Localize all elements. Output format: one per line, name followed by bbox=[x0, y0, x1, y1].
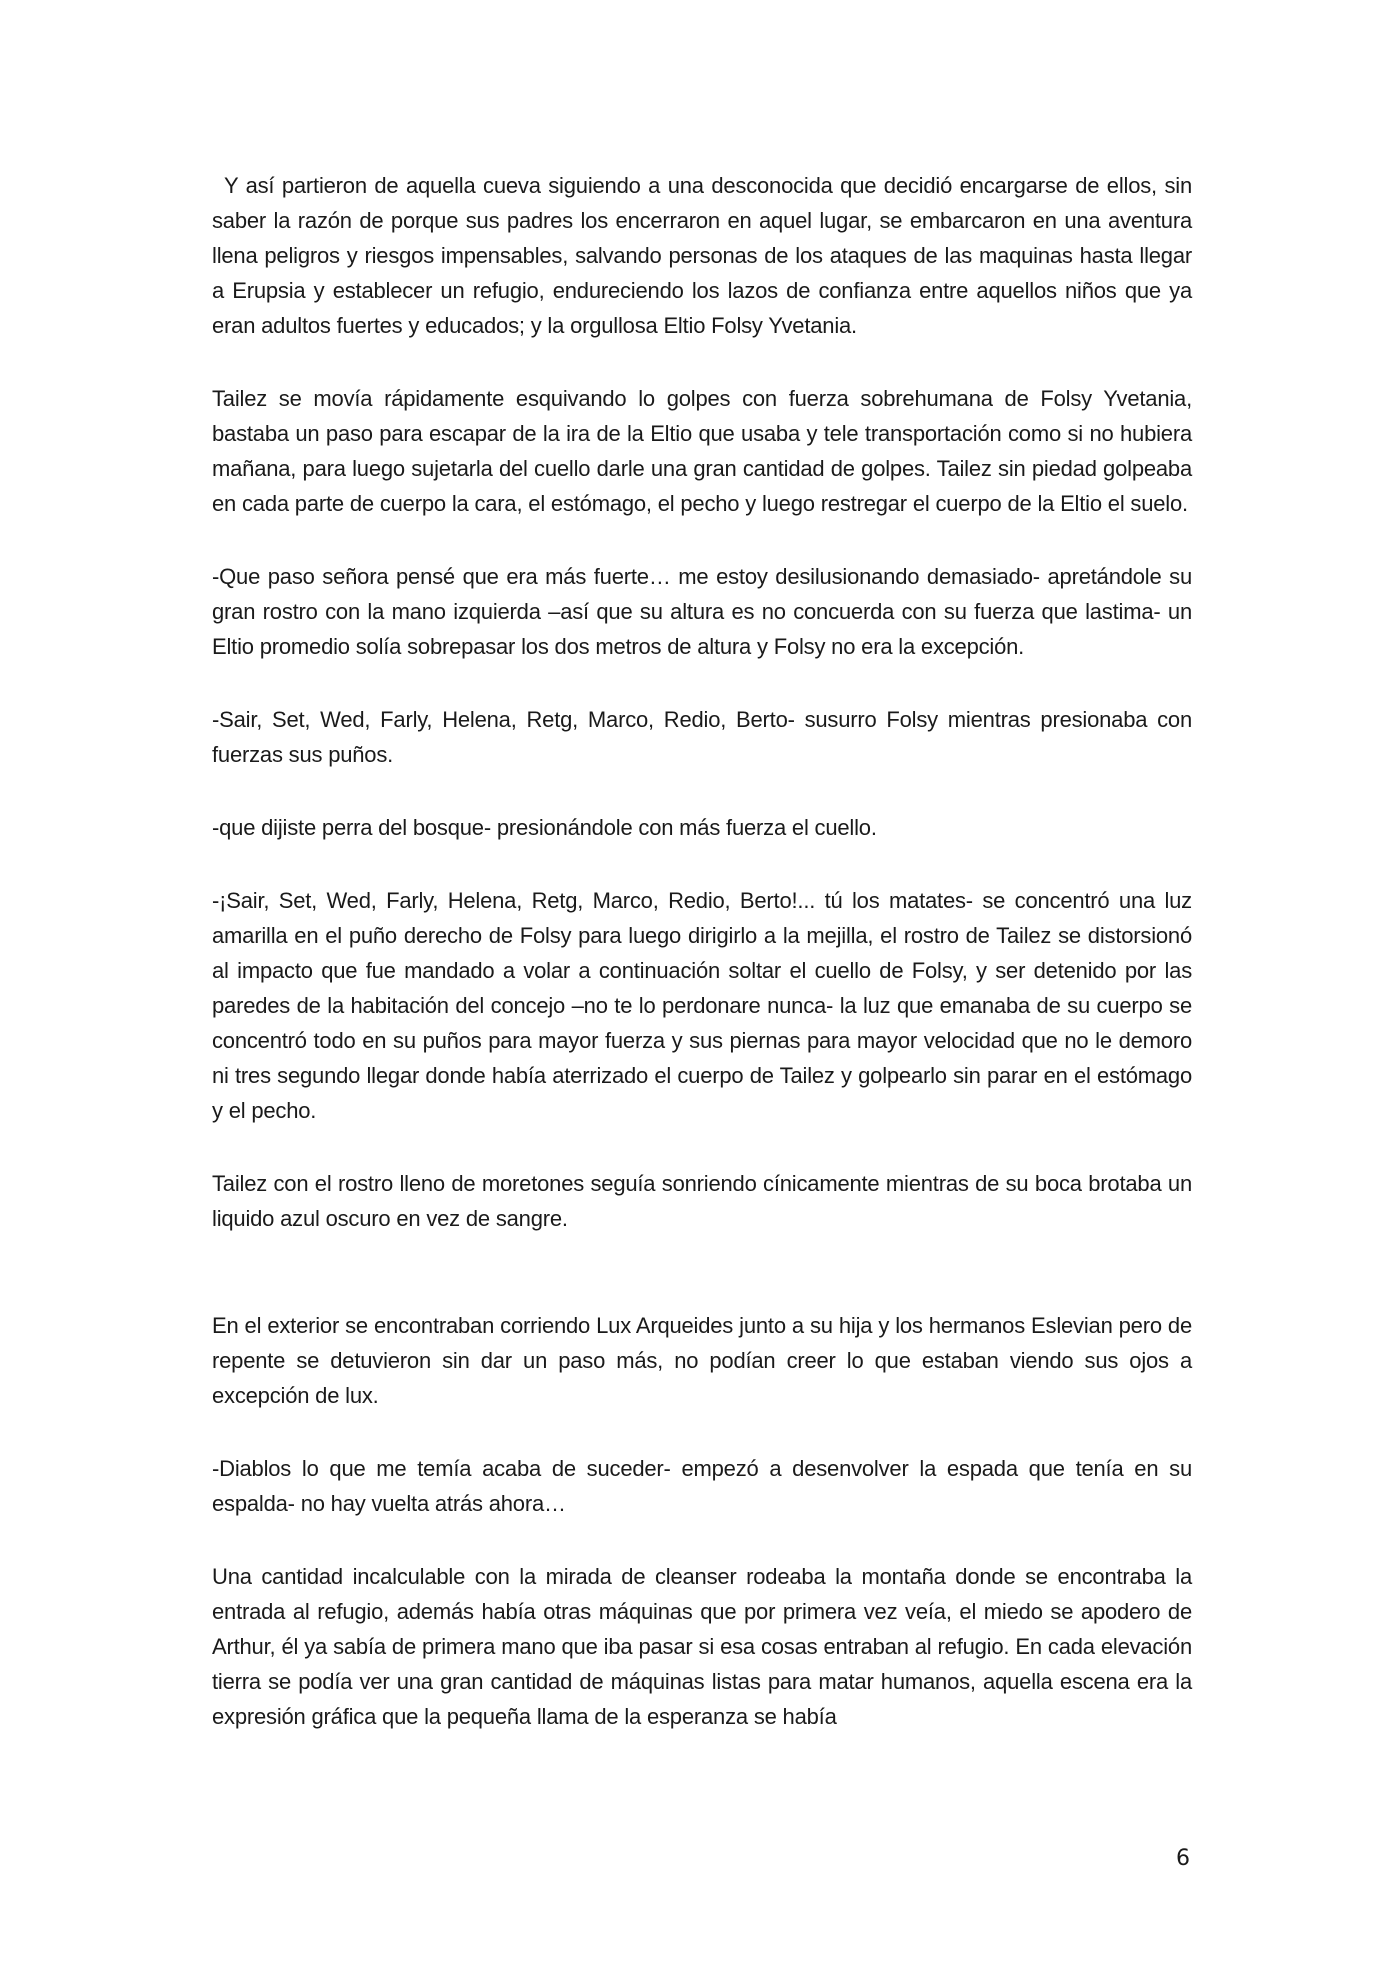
paragraph-1: Y así partieron de aquella cueva siguiendo a una desconocida que decidió encargarse de ellos, sin saber la razón de porque sus padres los encerraron en aquel lugar, se embarcaron en una aventura llena peligros y riesgos impensables, salvando personas de los ataques de las maquinas hasta llegar a Erupsia y establecer un refugio, endureciendo los lazos de confianza entre aquellos niños que ya eran adultos fuertes y educados; y la orgullosa Eltio Folsy Yvetania. bbox=[212, 173, 1192, 338]
paragraph-6: -¡Sair, Set, Wed, Farly, Helena, Retg, Marco, Redio, Berto!... tú los matates- se concentró una luz amarilla en el puño derecho de Folsy para luego dirigirlo a la mejilla, el rostro de Tailez se distorsionó al impacto que fue mandado a volar a continuación soltar el cuello de Folsy, y ser detenido por las paredes de la habitación del concejo –no te lo perdonare nunca- la luz que emanaba de su cuerpo se concentró todo en su puños para mayor fuerza y sus piernas para mayor velocidad que no le demoro ni tres segundo llegar donde había aterrizado el cuerpo de Tailez y golpearlo sin parar en el estómago y el pecho. bbox=[212, 888, 1192, 1123]
paragraph-8: En el exterior se encontraban corriendo Lux Arqueides junto a su hija y los hermanos Eslevian pero de repente se detuvieron sin dar un paso más, no podían creer lo que estaban viendo sus ojos a excepción de lux. bbox=[212, 1313, 1192, 1408]
paragraph-9: -Diablos lo que me temía acaba de suceder- empezó a desenvolver la espada que tenía en su espalda- no hay vuelta atrás ahora… bbox=[212, 1456, 1192, 1516]
paragraph-5: -que dijiste perra del bosque- presionándole con más fuerza el cuello. bbox=[212, 815, 877, 840]
paragraph-2: Tailez se movía rápidamente esquivando lo golpes con fuerza sobrehumana de Folsy Yvetania, bastaba un paso para escapar de la ira de la Eltio que usaba y tele transportación como si no hubiera mañana, para luego sujetarla del cuello darle una gran cantidad de golpes. Tailez sin piedad golpeaba en cada parte de cuerpo la cara, el estómago, el pecho y luego restregar el cuerpo de la Eltio el suelo. bbox=[212, 386, 1192, 516]
paragraph-7: Tailez con el rostro lleno de moretones seguía sonriendo cínicamente mientras de su boca brotaba un liquido azul oscuro en vez de sangre. bbox=[212, 1171, 1192, 1231]
paragraph-4: -Sair, Set, Wed, Farly, Helena, Retg, Marco, Redio, Berto- susurro Folsy mientras presionaba con fuerzas sus puños. bbox=[212, 707, 1192, 767]
paragraph-3: -Que paso señora pensé que era más fuerte… me estoy desilusionando demasiado- apretándole su gran rostro con la mano izquierda –así que su altura es no concuerda con su fuerza que lastima- un Eltio promedio solía sobrepasar los dos metros de altura y Folsy no era la excepción. bbox=[212, 564, 1192, 659]
document-body bbox=[212, 168, 1192, 1772]
page-number: 6 bbox=[1176, 1846, 1190, 1871]
paragraph-10: Una cantidad incalculable con la mirada de cleanser rodeaba la montaña donde se encontraba la entrada al refugio, además había otras máquinas que por primera vez veía, el miedo se apodero de Arthur, él ya sabía de primera mano que iba pasar si esa cosas entraban al refugio. En cada elevación tierra se podía ver una gran cantidad de máquinas listas para matar humanos, aquella escena era la expresión gráfica que la pequeña llama de la esperanza se había bbox=[212, 1564, 1192, 1729]
